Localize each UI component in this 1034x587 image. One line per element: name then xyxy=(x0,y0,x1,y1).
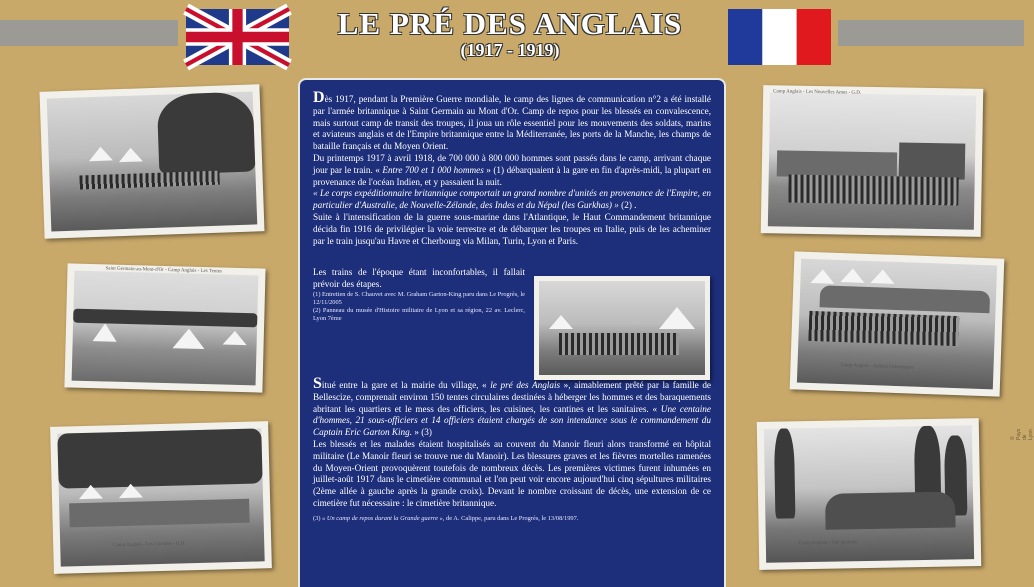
history-section-1-end xyxy=(313,267,525,323)
paragraph: » (1) débarquaient à la gare en fin d'après-midi, la plupart en provenance de l'océan Indien, et y passaient la nuit. xyxy=(313,164,712,187)
copyright-text: © Pays de Lyon xyxy=(1010,428,1034,440)
footnote: (2) Panneau du musée d'Histoire militaire de Lyon et sa région, 22 av. Leclerc, Lyon 7ème xyxy=(313,306,525,322)
drop-cap: S xyxy=(313,375,322,392)
paragraph: Les trains de l'époque étant inconfortables, il fallait prévoir des étapes. xyxy=(313,267,525,289)
photo-soldiers-camp-center xyxy=(534,276,710,380)
paragraph: Les blessés et les malades étaient hospitalisés au couvent du Manoir fleuri alors transformé en hôpital militaire (Le Manoir fleuri se trouve rue du Manoir). Les blessures graves et les fièvres mortelles ramenées du Moyen-Orient provoquèrent toutefois de nombreux décès. Les premières victimes furent inhumées en juillet-août 1917 dans le cimetière communal et l'on peut voir encore aujourd'hui cinq sépultures militaires (2ème allée à gauche après la grande croix). Devant le nombre croissant de décès, une extension de ce cimetière fut nécessaire : le cimetière britannique. xyxy=(313,438,711,508)
paragraph: Du printemps 1917 à avril 1918, de 700 000 à 800 000 hommes sont passés dans le camp, arrivant chaque jour par le train. « xyxy=(313,152,711,175)
photo-caption: Camp Anglais - Les Nouvelles Ames - G.D. xyxy=(773,89,862,96)
footnote: », de A. Calippe, paru dans Le Progrès, le 13/08/1997. xyxy=(439,514,579,522)
left-banner-stripe xyxy=(0,20,178,46)
photo-caption: Camp Anglais - Vue générale xyxy=(798,540,858,547)
photo-troops-mid-right xyxy=(790,251,1005,396)
footnote-title: Un camp de repos durant la Grande guerre xyxy=(325,514,440,522)
paragraph: ès 1917, pendant la Première Guerre mondiale, le camp des lignes de communication n°2 a été installé par l'armée britannique à Saint Germain au Mont d'Or. Camp de repos pour les blessés en convalescence, mais surtout camp de transit des troupes, il joua un rôle essentiel pour les mouvements des soldats, marins et aviateurs anglais et de l'Empire britannique entre la Méditerranée, les ports de la Manche, les champs de bataille français et du Moyen Orient. xyxy=(313,94,711,152)
history-section-2 xyxy=(313,375,711,523)
footnote: (3) « xyxy=(313,514,326,522)
quote: le pré des Anglais xyxy=(486,380,564,390)
page-subtitle-dates: (1917 - 1919) xyxy=(460,40,560,60)
paragraph: (2) . xyxy=(618,200,637,211)
photo-camp-road-top-left xyxy=(40,84,265,239)
photo-caption: Camp Anglais - Les Cuisines - G.D. xyxy=(113,541,186,549)
photo-caption: Saint Germain-au-Mont-d'Or - Camp Anglais - Les Tentes xyxy=(105,266,222,275)
page-title: LE PRÉ DES ANGLAIS xyxy=(337,6,683,41)
quote: Entre 700 et 1 000 hommes xyxy=(379,164,487,175)
france-flag-icon xyxy=(728,9,831,65)
footnote: (1) Entretien de S. Chauvet avec M. Graham Garton-King paru dans Le Progrès, le 12/11/2005 xyxy=(313,290,525,306)
photo-kitchens-bottom-left xyxy=(50,421,272,574)
photo-caption: Camp Anglais - Soldats britanniques xyxy=(840,363,914,371)
page-title-block xyxy=(300,6,720,61)
quote: « Le corps expéditionnaire britannique comportait un grand nombre d'unités en provenance de l'Empire, en particulier d'Australie, de Nouvelle-Zélande, des Indes et du Népal (les Gurkhas) » xyxy=(313,188,711,211)
paragraph: Suite à l'intensification de la guerre sous-marine dans l'Atlantique, le Haut Commandement britannique décida fin 1916 de privilégier la voie terrestre et de débarquer les troupes en Italie, puis de les acheminer par le train jusqu'au Havre et Cherbourg via Milan, Turin, Lyon et Paris. xyxy=(313,211,711,246)
paragraph: itué entre la gare et la mairie du village, « xyxy=(321,380,487,390)
photo-tents-mid-left xyxy=(64,263,265,392)
history-section-1 xyxy=(313,89,712,247)
quote: Une centaine d'hommes, 21 sous-officiers et 14 officiers étaient chargés de son intendance sous le commandement du Captain Eric Garton King. xyxy=(313,403,711,438)
paragraph: », aimablement prêté par la famille de Bellescize, comprenait environ 150 tentes circulaires destinées à héberger les hommes et des baraquements abritant les quartiers et le mess des officiers, les cuisines, les cantines et les sanitaires. « xyxy=(313,380,711,414)
drop-cap: D xyxy=(313,89,325,106)
united-kingdom-flag-icon xyxy=(186,9,289,65)
right-banner-stripe xyxy=(838,20,1024,46)
paragraph: » (3) xyxy=(414,427,432,438)
photo-barracks-top-right xyxy=(761,85,984,237)
photo-huts-bottom-right xyxy=(757,418,982,570)
